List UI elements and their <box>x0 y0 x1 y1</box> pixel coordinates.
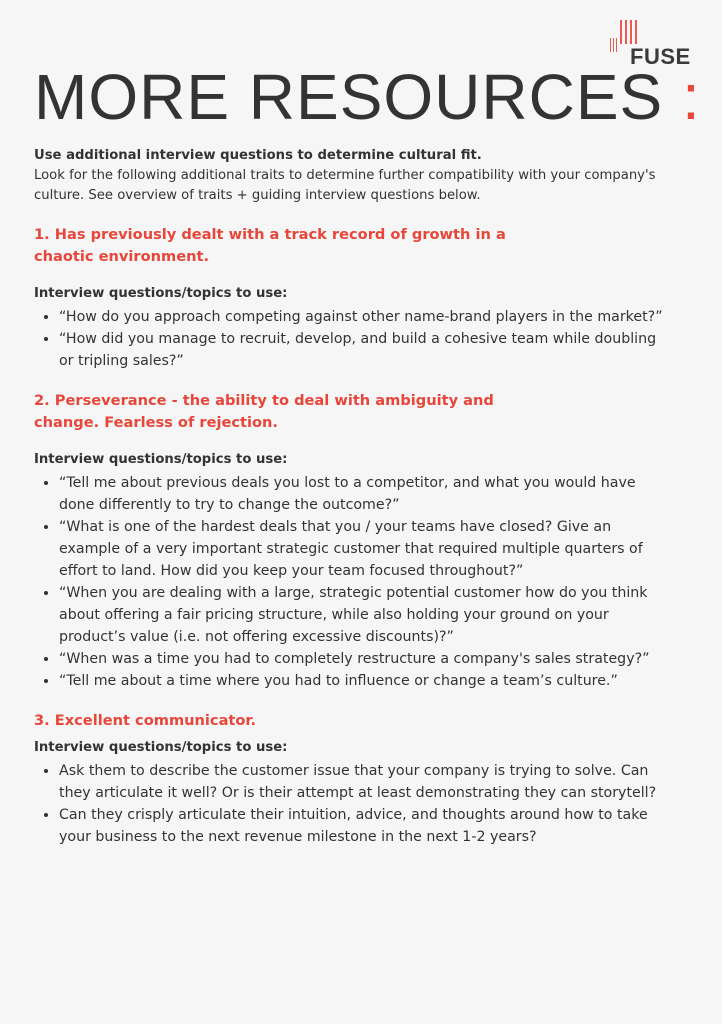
intro <box>34 146 674 206</box>
list-item: • “When was a time you had to completely restructure a company's sales strategy?” <box>59 648 674 670</box>
section-subtitle: Interview questions/topics to use: <box>34 286 288 301</box>
section-title: 2. Perseverance - the ability to deal with ambiguity and change. Fearless of rejection. <box>34 392 494 431</box>
section-title: 3. Excellent communicator. <box>34 712 257 729</box>
page-title <box>34 60 701 134</box>
title-text: MORE RESOURCES <box>34 61 664 133</box>
section-title: 1. Has previously dealt with a track record of growth in a chaotic environment. <box>34 226 506 265</box>
intro-lead: Use additional interview questions to determine cultural fit. <box>34 148 482 163</box>
list-item: • “When you are dealing with a large, strategic potential customer how do you think about offering a fair pricing structure, while also holding your ground on your product’s value (i.e. not offering excessive discounts)?” <box>59 582 674 648</box>
section-subtitle: Interview questions/topics to use: <box>34 740 288 755</box>
content <box>34 146 674 848</box>
list-item: • Ask them to describe the customer issue that your company is trying to solve. Can they articulate it well? Or is their attempt at least demonstrating they can storytell? <box>59 760 674 804</box>
intro-body: Look for the following additional traits to determine further compatibility with your company's culture. See overview of traits + guiding interview questions below. <box>34 168 656 203</box>
list-item: • “What is one of the hardest deals that you / your teams have closed? Give an example of a very important strategic customer that required multiple quarters of effort to land. How did you keep your team focused throughout?” <box>59 516 674 582</box>
list-item: • “How do you approach competing against other name-brand players in the market?” <box>59 306 674 328</box>
list-item: • “Tell me about a time where you had to influence or change a team’s culture.” <box>59 670 674 692</box>
question-list <box>34 306 674 372</box>
title-colon: : <box>681 61 701 133</box>
list-item: • “How did you manage to recruit, develop, and build a cohesive team while doubling or tripling sales?” <box>59 328 674 372</box>
section-subtitle: Interview questions/topics to use: <box>34 452 288 467</box>
list-item: • “Tell me about previous deals you lost to a competitor, and what you would have done differently to try to change the outcome?” <box>59 472 674 516</box>
question-list <box>34 472 674 692</box>
list-item: • Can they crisply articulate their intuition, advice, and thoughts around how to take your business to the next revenue milestone in the next 1-2 years? <box>59 804 674 848</box>
section-3 <box>34 710 674 848</box>
question-list <box>34 760 674 848</box>
section-1 <box>34 224 674 372</box>
section-2 <box>34 390 674 692</box>
logo-text: FUSE <box>630 44 691 69</box>
